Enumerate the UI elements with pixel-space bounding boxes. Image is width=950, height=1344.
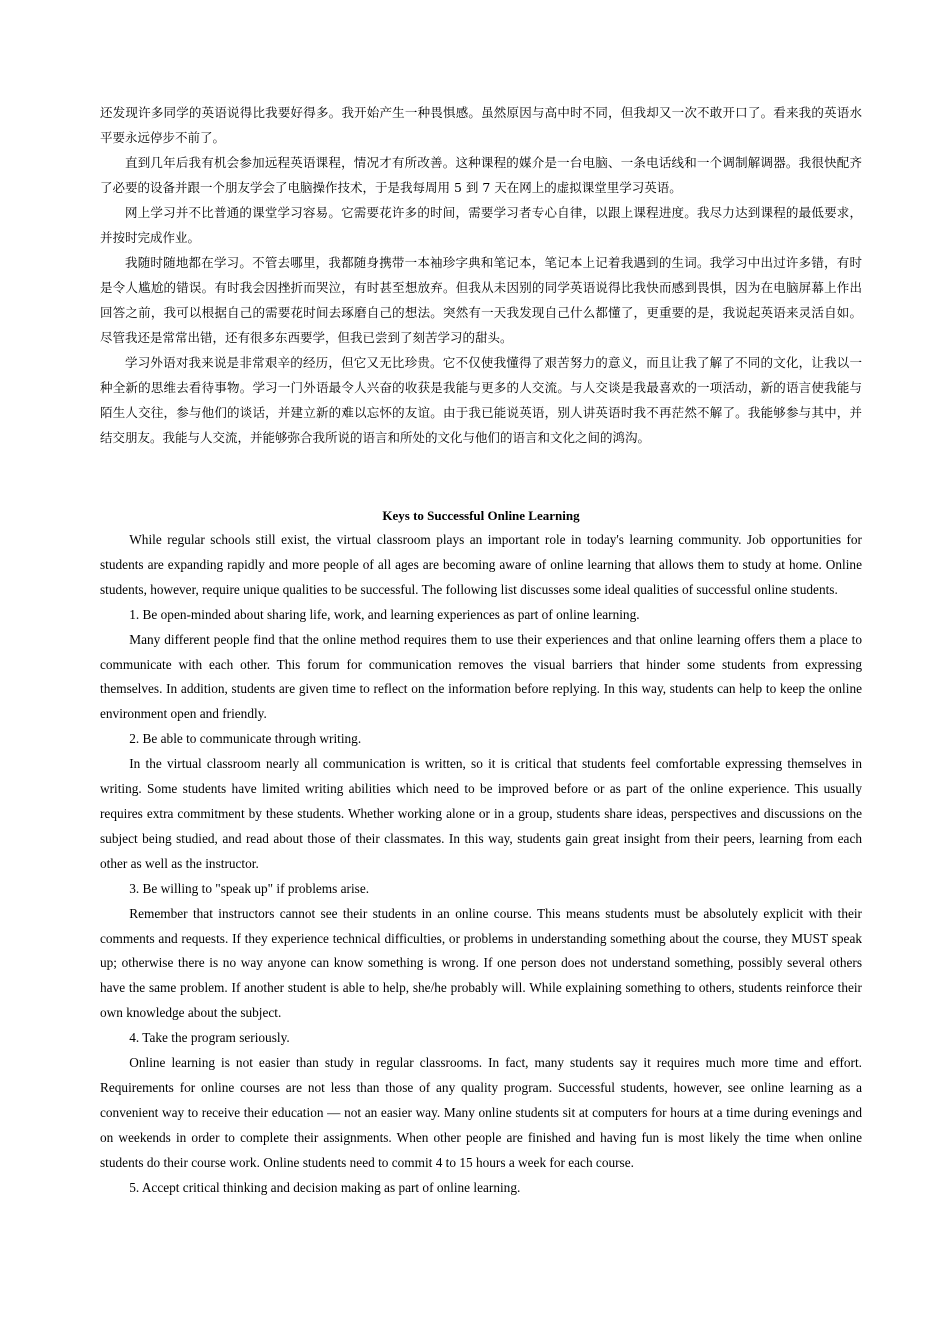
chinese-paragraph: 我随时随地都在学习。不管去哪里，我都随身携带一本袖珍字典和笔记本，笔记本上记着我遇到的生词。我学习中出过许多错，有时是令人尴尬的错误。有时我会因挫折而哭泣，有时甚至想放弃。但我从未因别的同学英语说得比我快而感到畏惧，因为在电脑屏幕上作出回答之前，我可以根据自己的需要花时间去琢磨自己的想法。突然有一天我发现自己什么都懂了，更重要的是，我说起英语来灵活自如。尽管我还是常常出错，还有很多东西要学，但我已尝到了刻苦学习的甜头。 (100, 255, 862, 345)
intro-paragraph: While regular schools still exist, the virtual classroom plays an important role in today's learning community. Job opportunities for students are expanding rapidly and more people of all ages are becoming aware of online learning that allows them to study at home. Online students, however, require unique qualities to be successful. The following list discusses some ideal qualities of successful online students. (100, 532, 862, 597)
english-article (100, 503, 862, 1200)
document-page (100, 100, 862, 1200)
point-body-2: In the virtual classroom nearly all communication is written, so it is critical that students feel comfortable expressing themselves in writing. Some students have limited writing abilities which need to be improved before or as part of the online experience. This usually requires extra commitment by these students. Whether working alone or in a group, students share ideas, perspectives and discussions on the subject being studied, and read about those of their classmates. In this way, students gain great insight from their peers, learning from each other as well as the instructor. (100, 756, 862, 871)
point-body-1: Many different people find that the online method requires them to use their experiences and that online learning offers them a place to communicate with each other. This forum for communication removes the visual barriers that hinder some students from expressing themselves. In addition, students are given time to reflect on the information before replying. In this way, students can help to keep the online environment open and friendly. (100, 631, 862, 722)
point-body-4: Online learning is not easier than study in regular classrooms. In fact, many students say it requires much more time and effort. Requirements for online courses are not less than those of any quality program. Successful students, however, see online learning as a convenient way to receive their education — not an easier way. Many online students sit at computers for hours at a time during evenings and on weekends in order to complete their assignments. When other people are finished and having fun is most likely the time when online students do their course work. Online students need to commit 4 to 15 hours a week for each course. (100, 1055, 862, 1170)
point-heading-4: 4. Take the program seriously. (129, 1030, 290, 1046)
chinese-paragraph: 网上学习并不比普通的课堂学习容易。它需要花许多的时间，需要学习者专心自律，以跟上课程进度。我尽力达到课程的最低要求，并按时完成作业。 (100, 205, 862, 245)
article-title: Keys to Successful Online Learning (382, 508, 580, 523)
point-body-3: Remember that instructors cannot see their students in an online course. This means students must be absolutely explicit with their comments and requests. If they experience technical difficulties, or problems in understanding something about the course, they MUST speak up; otherwise there is no way anyone can know something is wrong. If one person does not understand something, possibly several others have the same problem. If another student is able to help, she/he probably will. While explaining something to others, students reinforce their own knowledge about the subject. (100, 905, 862, 1021)
chinese-paragraph: 学习外语对我来说是非常艰辛的经历，但它又无比珍贵。它不仅使我懂得了艰苦努力的意义，而且让我了解了不同的文化，让我以一种全新的思维去看待事物。学习一门外语最令人兴奋的收获是我能与更多的人交流。与人交谈是我最喜欢的一项活动，新的语言使我能与陌生人交往，参与他们的谈话，并建立新的难以忘怀的友谊。由于我已能说英语，别人讲英语时我不再茫然不解了。我能够参与其中，并结交朋友。我能与人交流，并能够弥合我所说的语言和所处的文化与他们的语言和文化之间的鸿沟。 (100, 355, 862, 445)
point-heading-5: 5. Accept critical thinking and decision making as part of online learning. (129, 1179, 521, 1195)
chinese-text-section (100, 100, 862, 450)
chinese-paragraph: 直到几年后我有机会参加远程英语课程，情况才有所改善。这种课程的媒介是一台电脑、一条电话线和一个调制解调器。我很快配齐了必要的设备并跟一个朋友学会了电脑操作技术，于是我每周用 5 到 7 天在网上的虚拟课堂里学习英语。 (100, 155, 862, 195)
point-heading-1: 1. Be open-minded about sharing life, work, and learning experiences as part of online learning. (129, 606, 640, 622)
chinese-paragraph: 还发现许多同学的英语说得比我要好得多。我开始产生一种畏惧感。虽然原因与高中时不同，但我却又一次不敢开口了。看来我的英语水平要永远停步不前了。 (100, 105, 862, 145)
point-heading-2: 2. Be able to communicate through writing. (129, 731, 362, 747)
point-heading-3: 3. Be willing to "speak up" if problems arise. (129, 880, 370, 896)
